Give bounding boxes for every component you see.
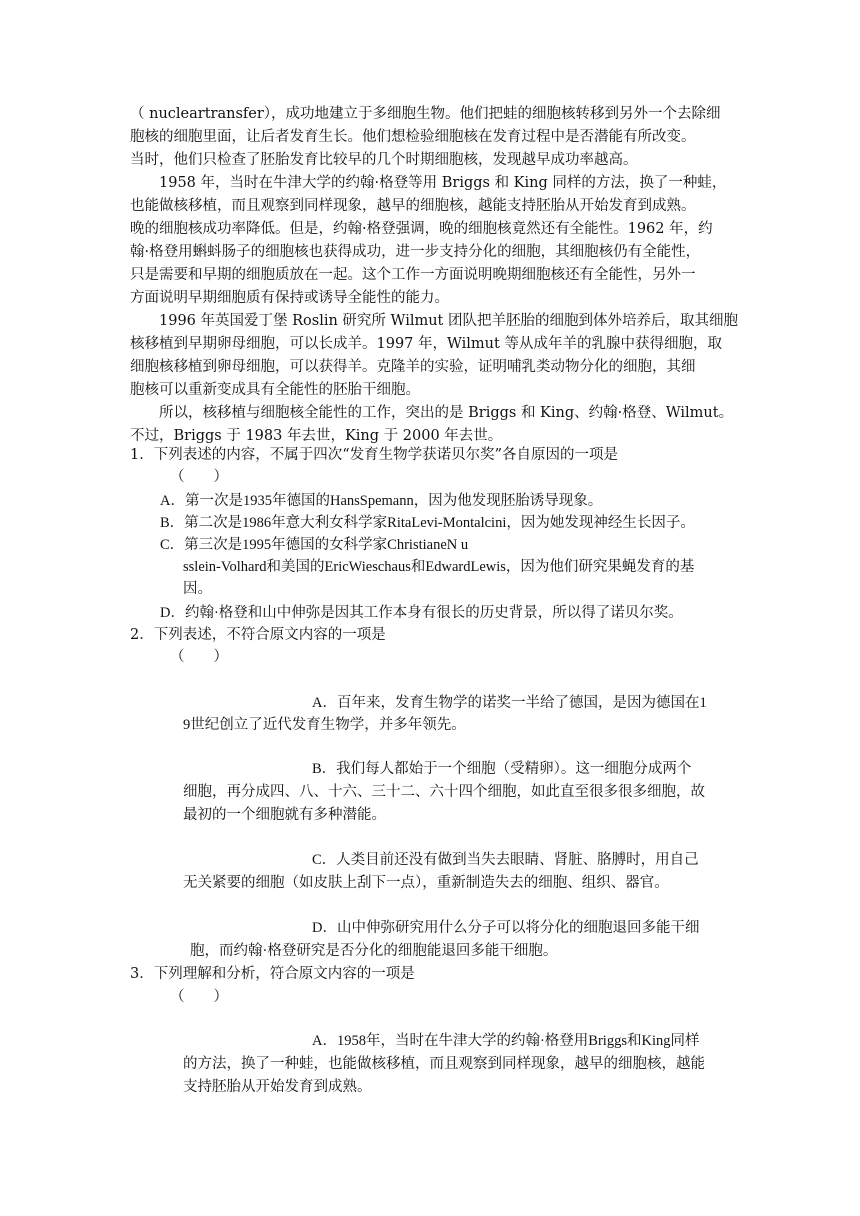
passage-line: 只是需要和早期的细胞质放在一起。这个工作一方面说明晚期细胞核还有全能性，另外一 — [130, 267, 696, 283]
passage-line: 不过，Briggs 于 1983 年去世，King 于 2000 年去世。 — [130, 428, 503, 444]
passage-line: 1958 年，当时在牛津大学的约翰·格登等用 Briggs 和 King 同样的方法，换了一种蛙， — [159, 175, 727, 191]
passage-line: 核移植到早期卵母细胞，可以长成羊。1997 年，Wilmut 等从成年羊的乳腺中获得细胞，取 — [130, 336, 722, 352]
question-3-option-a: A．1958年，当时在牛津大学的约翰·格登用Briggs和King同样 — [312, 1033, 700, 1049]
passage-line: 胞核的细胞里面，让后者发育生长。他们想检验细胞核在发育过程中是否潜能有所改变。 — [130, 129, 696, 145]
passage-line: 细胞核移植到卵母细胞，可以获得羊。克隆羊的实验，证明哺乳类动物分化的细胞，其细 — [130, 359, 696, 375]
question-3-answer-blank: （ ） — [170, 989, 228, 1005]
question-2-option-a: A．百年来，发育生物学的诺奖一半给了德国，是因为德国在1 — [312, 695, 707, 711]
question-1-option-d: D．约翰·格登和山中伸弥是因其工作本身有很长的历史背景，所以得了诺贝尔奖。 — [160, 605, 683, 621]
question-2-stem: 2．下列表述，不符合原文内容的一项是 — [130, 627, 386, 643]
question-2-option-c-cont: 无关紧要的细胞（如皮肤上刮下一点），重新制造失去的细胞、组织、器官。 — [183, 875, 669, 891]
passage-line: 所以，核移植与细胞核全能性的工作，突出的是 Briggs 和 King、约翰·格登、Wilmut。 — [159, 405, 734, 421]
passage-line: 1996 年英国爱丁堡 Roslin 研究所 Wilmut 团队把羊胚胎的细胞到体外培养后，取其细胞 — [159, 313, 738, 329]
question-3-option-a-cont: 支持胚胎从开始发育到成熟。 — [183, 1079, 372, 1095]
question-2-option-b-cont: 细胞，再分成四、八、十六、三十二、六十四个细胞，如此直至很多很多细胞，故 — [183, 784, 705, 800]
question-2-answer-blank: （ ） — [170, 649, 228, 665]
passage-line: 当时，他们只检查了胚胎发育比较早的几个时期细胞核，发现越早成功率越高。 — [130, 152, 638, 168]
passage-line: 翰·格登用蝌蚪肠子的细胞核也获得成功，进一步支持分化的细胞，其细胞核仍有全能性， — [130, 244, 701, 260]
question-3-option-a-cont: 的方法，换了一种蛙，也能做核移植，而且观察到同样现象，越早的细胞核，越能 — [183, 1056, 705, 1072]
question-1-option-c-cont: 因。 — [183, 581, 212, 597]
question-2-option-b-cont: 最初的一个细胞就有多种潜能。 — [183, 807, 386, 823]
question-2-option-d: D．山中伸弥研究用什么分子可以将分化的细胞退回多能干细 — [312, 920, 700, 936]
question-1-option-b: B．第二次是1986年意大利女科学家RitaLevi-Montalcini，因为她发现神经生长因子。 — [160, 515, 695, 531]
passage-line: 晚的细胞核成功率降低。但是，约翰·格登强调，晚的细胞核竟然还有全能性。1962 年，约 — [130, 221, 713, 237]
passage-line: 胞核可以重新变成具有全能性的胚胎干细胞。 — [130, 382, 420, 398]
question-2-option-c: C．人类目前还没有做到当失去眼睛、肾脏、胳膊时，用自己 — [312, 852, 699, 868]
passage-line: 也能做核移植，而且观察到同样现象，越早的细胞核，越能支持胚胎从开始发育到成熟。 — [130, 198, 696, 214]
question-3-stem: 3．下列理解和分析，符合原文内容的一项是 — [130, 966, 415, 982]
passage-line: 方面说明早期细胞质有保持或诱导全能性的能力。 — [130, 290, 449, 306]
question-2-option-b: B．我们每人都始于一个细胞（受精卵）。这一细胞分成两个 — [312, 761, 692, 777]
question-1-option-c: C．第三次是1995年德国的女科学家ChristianeN u — [160, 537, 469, 553]
question-1-stem: 1．下列表述的内容，不属于四次“发育生物学获诺贝尔奖”各自原因的一项是 — [130, 447, 619, 463]
question-1-option-c-cont: sslein-Volhard和美国的EricWieschaus和EdwardLewis，因为他们研究果蝇发育的基 — [183, 559, 695, 575]
question-2-option-d-cont: 胞，而约翰·格登研究是否分化的细胞能退回多能干细胞。 — [190, 943, 558, 959]
question-1-option-a: A．第一次是1935年德国的HansSpemann，因为他发现胚胎诱导现象。 — [160, 493, 603, 509]
question-2-option-a-cont: 9世纪创立了近代发育生物学，并多年领先。 — [183, 717, 466, 733]
question-1-answer-blank: （ ） — [170, 469, 228, 485]
passage-line: （ nucleartransfer），成功地建立于多细胞生物。他们把蛙的细胞核转移到另外一个去除细 — [130, 106, 721, 122]
